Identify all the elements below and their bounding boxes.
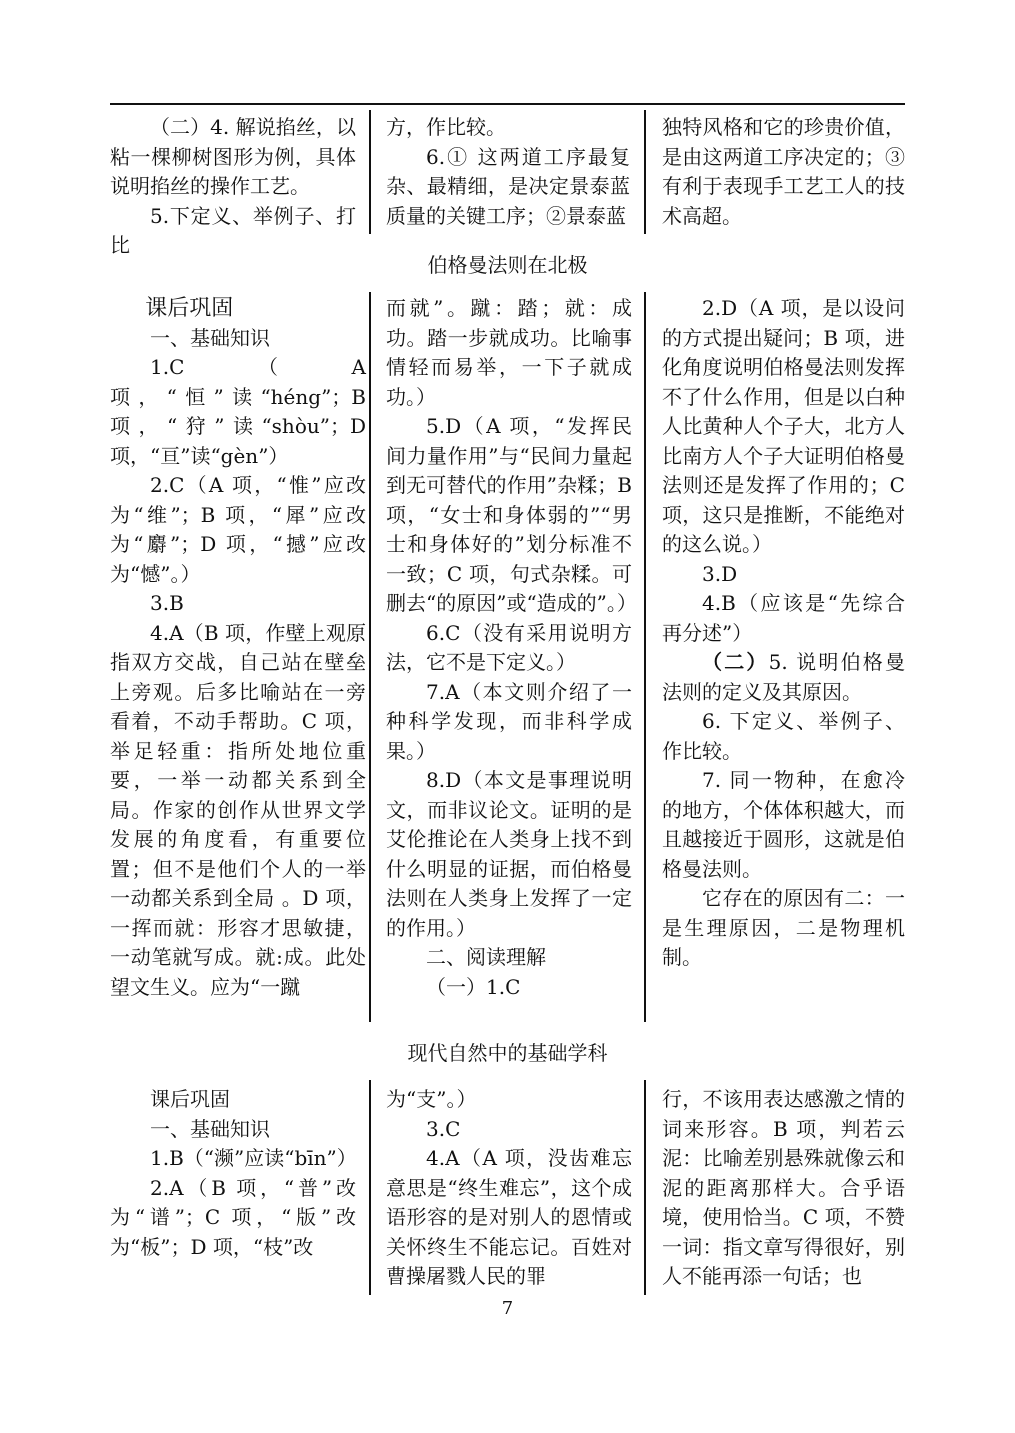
- subheading: 课后巩固: [145, 296, 234, 321]
- section2-col1: [110, 294, 366, 1002]
- section3-col3: [662, 1085, 905, 1292]
- answer-item: 2.A（B 项，“普”改为“谱”；C 项，“版”改为“板”；D 项，“枝”改: [110, 1175, 356, 1259]
- answer-item: 4.A（B 项，作壁上观原指双方交战，自己站在壁垒上旁观。后多比喻站在一旁看着，不动手帮助。C 项，举足轻重：指所处地位重要，一举一动都关系到全局。作家的创作从世界文学发展的角度看，有重要位置；但不是他们个人的一举一动都关系到全局 。D 项，一挥而就：形容才思敏捷，一动笔就写成。就:成。此处望文生义。应为“一蹴: [110, 620, 366, 999]
- section-title: 伯格曼法则在北极: [427, 253, 588, 277]
- answer-item: 5.D（A 项，“发挥民间力量作用”与“民间力量起到无可替代的作用”杂糅；B 项，“女士和身体弱的”“男士和身体好的”划分标准不一致；C 项，句式杂糅。可删去“的原因”或“造成的”。）: [386, 414, 637, 615]
- answer-item: 它存在的原因有二：一是生理原因，二是物理机制。: [662, 886, 905, 969]
- section2-col3: [662, 294, 905, 973]
- column-divider: [644, 292, 646, 1022]
- answer-item: 4.A（A 项，没齿难忘意思是“终生难忘”，这个成语形容的是对别人的恩情或关怀终生不能忘记。百姓对曹操屠戮人民的罪: [386, 1146, 632, 1288]
- answer-text: 5. 说明伯格曼法则的定义及其原因。: [662, 650, 905, 704]
- subheading: 一、基础知识: [150, 325, 270, 350]
- column-divider: [644, 110, 646, 234]
- answer-item: 7.A（本文则介绍了一种科学发现，而非科学成果。）: [386, 679, 632, 763]
- column-divider: [369, 292, 371, 1022]
- top-rule: [110, 103, 905, 105]
- paragraph: 6.① 这两道工序最复杂、最精细，是决定景泰蓝质量的关键工序；②景泰蓝: [386, 144, 630, 228]
- answer-item: [662, 648, 905, 707]
- paragraph: （二）4. 解说掐丝，以粘一棵柳树图形为例，具体说明掐丝的操作工艺。: [110, 115, 356, 198]
- paragraph: 5.下定义、举例子、打比: [110, 203, 356, 257]
- paragraph: 方，作比较。: [386, 115, 506, 139]
- page-number: 7: [501, 1298, 514, 1319]
- answer-item: 6.C（没有采用说明方法，它不是下定义。）: [386, 620, 632, 674]
- section1-col3: [662, 113, 905, 231]
- answer-item: 而就”。蹴：踏；就：成功。踏一步就成功。比喻事情轻而易举，一下子就成功。）: [386, 296, 632, 409]
- answer-item: 7. 同一物种，在愈冷的地方，个体体积越大，而且越接近于圆形，这就是伯格曼法则。: [662, 768, 905, 881]
- answer-item: 4.B（应该是“先综合再分述”）: [662, 591, 905, 645]
- subheading: 一、基础知识: [150, 1116, 270, 1141]
- paragraph: 独特风格和它的珍贵价值，是由这两道工序决定的；③有利于表现手工艺工人的技术高超。: [662, 115, 905, 228]
- answer-item: 1.C（A 项，“恒”读“héng”；B 项，“狩”读“shòu”；D 项，“亘”读“gèn”）: [110, 355, 366, 468]
- column-divider: [644, 1080, 646, 1295]
- answer-item: 2.D（A 项，是以设问的方式提出疑问；B 项，进化角度说明伯格曼法则发挥不了什么作用，但是以白种人比黄种人个子大，北方人比南方人个子大证明伯格曼法则还是发挥了作用的；C 项，这只是推断，不能绝对的这么说。）: [662, 296, 905, 556]
- answer-item: 3.C: [426, 1116, 461, 1141]
- column-divider: [369, 1080, 371, 1295]
- section1-col1: [110, 113, 356, 261]
- section3-col2: [386, 1085, 632, 1292]
- subheading: 课后巩固: [150, 1087, 230, 1111]
- section3-col1: [110, 1085, 356, 1262]
- answer-item: 行，不该用表达感激之情的词来形容。B 项，判若云泥：比喻差别悬殊就像云和泥的距离那样大。合乎语境，使用恰当。C 项，不赞一词：指文章写得很好，别人不能再添一句话；也: [662, 1087, 905, 1288]
- section1-col2: [386, 113, 630, 231]
- section-title: 现代自然中的基础学科: [407, 1041, 608, 1065]
- answer-item: 2.C（A 项，“惟”应改为“维”；B 项，“犀”应改为“麝”；D 项，“撼”应改为“憾”。）: [110, 473, 366, 586]
- section2-col2: [386, 294, 637, 1002]
- answer-item: 6. 下定义、举例子、作比较。: [662, 709, 905, 763]
- answer-item: 1.B（“濒”应读“bīn”）: [150, 1146, 357, 1170]
- answer-item: 3.D: [702, 561, 738, 586]
- answer-item: 为“支”。）: [386, 1087, 477, 1111]
- part-label: （二）: [702, 650, 769, 674]
- column-divider: [369, 110, 371, 234]
- answer-item: 8.D（本文是事理说明文，而非议论文。证明的是艾伦推论在人类身上找不到什么明显的证据，而伯格曼法则在人类身上发挥了一定的作用。）: [386, 768, 632, 940]
- answer-item: 3.B: [150, 591, 184, 615]
- answer-item: （一）1.C: [426, 974, 521, 999]
- subheading: 二、阅读理解: [426, 945, 546, 969]
